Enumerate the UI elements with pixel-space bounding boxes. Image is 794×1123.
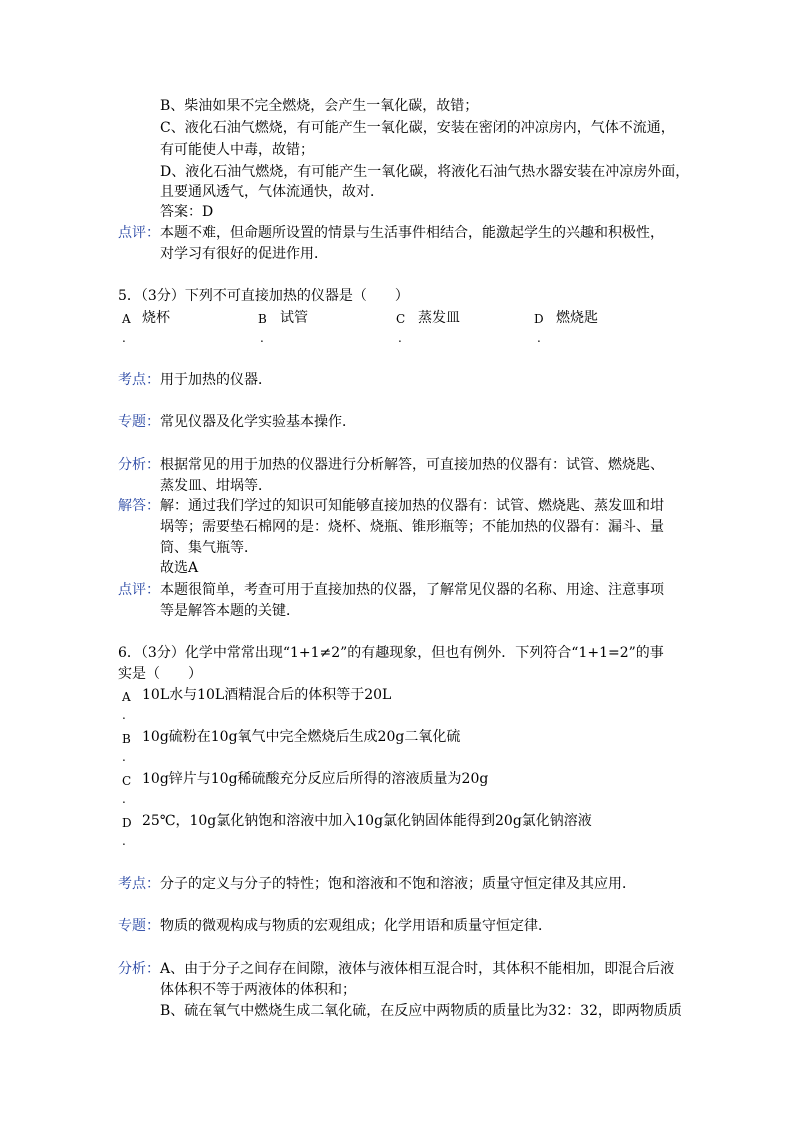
q4-line: C、液化石油气燃烧，有可能产生一氧化碳，安装在密闭的冲凉房内，气体不流通， xyxy=(160,120,675,136)
q4-line: 且要通风透气，气体流通快，故对． xyxy=(160,184,384,200)
q6-option-letter: A xyxy=(122,690,131,704)
q5-option-text: 试管 xyxy=(280,310,308,326)
q5-option-letter: A xyxy=(122,312,131,326)
q5-option-letter: B xyxy=(258,312,267,326)
q5-jieda-line: 筒、集气瓶等． xyxy=(160,540,258,556)
q5-option-letter: D xyxy=(534,312,544,326)
q5-dianping-line: 本题很简单，考查可用于直接加热的仪器，了解常见仪器的名称、用途、注意事项 xyxy=(160,582,664,598)
q5-option-dot: . xyxy=(122,331,126,345)
q4-line: D、液化石油气燃烧，有可能产生一氧化碳，将液化石油气热水器安装在冲凉房外面， xyxy=(160,164,690,180)
q6-option-letter: D xyxy=(122,816,132,830)
q6-option-dot: . xyxy=(122,792,126,806)
q6-kaodian: 分子的定义与分子的特性；饱和溶液和不饱和溶液；质量守恒定律及其应用． xyxy=(160,876,636,892)
q5-jieda-line: 埚等；需要垫石棉网的是：烧杯、烧瓶、锥形瓶等；不能加热的仪器有：漏斗、量 xyxy=(160,519,664,535)
q6-stem-line: 实是（ ） xyxy=(118,666,202,682)
q6-option-letter: B xyxy=(122,732,131,746)
q5-fenxi-line: 蒸发皿、坩埚等． xyxy=(160,478,272,494)
q4-line: B、柴油如果不完全燃烧，会产生一氧化碳，故错； xyxy=(160,98,479,114)
q4-comment-tag: 点评： xyxy=(118,225,160,241)
q6-option-letter: C xyxy=(122,774,132,788)
q6-option-text: 10g锌片与10g稀硫酸充分反应后所得的溶液质量为20g xyxy=(142,771,489,787)
q6-option-dot: . xyxy=(122,750,126,764)
q5-option-text: 烧杯 xyxy=(142,310,170,326)
q5-jieda-line: 故选A xyxy=(160,560,199,576)
q6-option-text: 10L水与10L酒精混合后的体积等于20L xyxy=(142,687,392,703)
q5-option-letter: C xyxy=(396,312,406,326)
q5-option-text: 蒸发皿 xyxy=(418,310,460,326)
q4-line: 答案：D xyxy=(160,204,214,220)
q6-zhuanti-tag: 专题： xyxy=(118,918,160,934)
q6-fenxi-line: 体体积不等于两液体的体积和； xyxy=(160,982,356,998)
q5-option-text: 燃烧匙 xyxy=(556,310,598,326)
q6-zhuanti: 物质的微观构成与物质的宏观组成；化学用语和质量守恒定律． xyxy=(160,918,552,934)
q6-fenxi-line: B、硫在氧气中燃烧生成二氧化硫，在反应中两物质的质量比为32：32，即两物质质 xyxy=(160,1003,682,1019)
q5-dianping-line: 等是解答本题的关键． xyxy=(160,603,300,619)
q6-option-text: 10g硫粉在10g氧气中完全燃烧后生成20g二氧化硫 xyxy=(142,729,461,745)
q5-jieda-tag: 解答： xyxy=(118,498,160,514)
q5-kaodian-tag: 考点： xyxy=(118,372,160,388)
q6-fenxi-tag: 分析： xyxy=(118,961,160,977)
q5-option-dot: . xyxy=(260,331,264,345)
q6-option-dot: . xyxy=(122,834,126,848)
q6-stem-line: 6．（3分）化学中常常出现“1+1≠2”的有趣现象，但也有例外．下列符合“1+1=2”的事 xyxy=(118,645,664,661)
q4-line: 有可能使人中毒，故错； xyxy=(160,142,314,158)
q5-jieda-line: 解：通过我们学过的知识可知能够直接加热的仪器有：试管、燃烧匙、蒸发皿和坩 xyxy=(160,498,664,514)
q5-zhuanti-tag: 专题： xyxy=(118,414,160,430)
q6-option-text: 25℃，10g氯化钠饱和溶液中加入10g氯化钠固体能得到20g氯化钠溶液 xyxy=(142,813,592,829)
q6-kaodian-tag: 考点： xyxy=(118,876,160,892)
q5-zhuanti: 常见仪器及化学实验基本操作． xyxy=(160,414,356,430)
q5-stem: 5．（3分）下列不可直接加热的仪器是（ ） xyxy=(118,288,409,304)
q5-option-dot: . xyxy=(537,331,541,345)
q5-dianping-tag: 点评： xyxy=(118,582,160,598)
q4-comment-line: 本题不难，但命题所设置的情景与生活事件相结合，能激起学生的兴趣和积极性， xyxy=(160,225,664,241)
q5-fenxi-line: 根据常见的用于加热的仪器进行分析解答，可直接加热的仪器有：试管、燃烧匙、 xyxy=(160,457,664,473)
q6-fenxi-line: A、由于分子之间存在间隙，液体与液体相互混合时，其体积不能相加，即混合后液 xyxy=(160,961,675,977)
q6-option-dot: . xyxy=(122,708,126,722)
q5-option-dot: . xyxy=(398,331,402,345)
q4-comment-line: 对学习有很好的促进作用． xyxy=(160,246,328,262)
q5-kaodian: 用于加热的仪器． xyxy=(160,372,272,388)
q5-fenxi-tag: 分析： xyxy=(118,457,160,473)
